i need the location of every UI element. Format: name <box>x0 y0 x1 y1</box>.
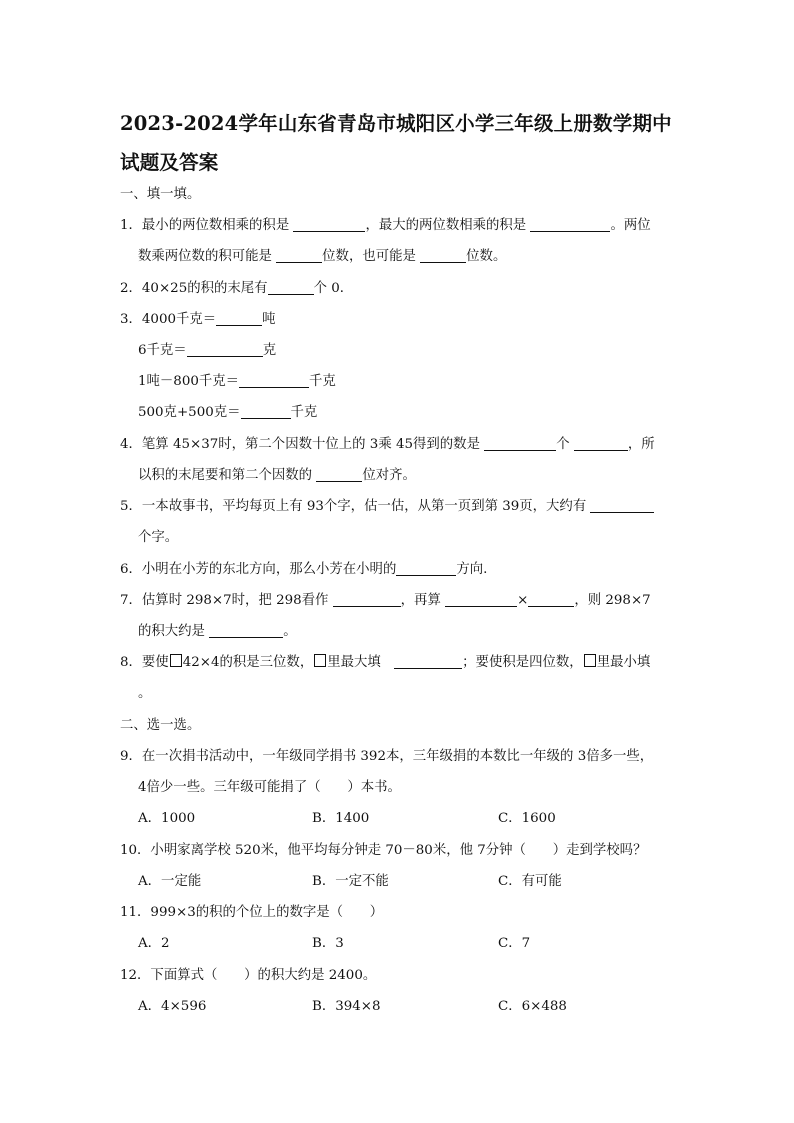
question-2: 2．40×25的积的末尾有 个 0． <box>120 281 354 296</box>
answer-blank[interactable] <box>187 343 263 357</box>
question-4-line-2: 以积的末尾要和第二个因数的 位对齐。 <box>138 468 416 483</box>
question-1-line-2: 数乘两位数的积可能是 位数，也可能是 位数。 <box>138 249 507 264</box>
answer-blank[interactable] <box>293 218 365 232</box>
question-5-line-2: 个字。 <box>138 530 179 545</box>
answer-blank[interactable] <box>209 624 283 638</box>
answer-blank[interactable] <box>574 437 628 451</box>
option-c[interactable]: C．1600 <box>498 811 556 826</box>
question-11: 11．999×3的积的个位上的数字是（ ） <box>120 905 384 920</box>
answer-blank[interactable] <box>396 562 456 576</box>
question-3-line-3: 1吨－800千克＝ 千克 <box>138 374 336 389</box>
option-b[interactable]: B．3 <box>312 936 344 951</box>
answer-blank[interactable] <box>216 312 262 326</box>
box-placeholder-icon <box>584 654 596 667</box>
option-b[interactable]: B．一定不能 <box>312 874 389 889</box>
option-a[interactable]: A．1000 <box>138 811 196 826</box>
option-a[interactable]: A．4×596 <box>138 999 207 1014</box>
question-6: 6．小明在小芳的东北方向，那么小芳在小明的 方向. <box>120 562 488 577</box>
option-a[interactable]: A．一定能 <box>138 874 202 889</box>
question-12: 12．下面算式（ ）的积大约是 2400。 <box>120 968 377 983</box>
answer-blank[interactable] <box>528 593 574 607</box>
answer-blank[interactable] <box>333 593 401 607</box>
question-7-line-1: 7．估算时 298×7时，把 298看作 ，再算 × ，则 298×7 <box>120 593 651 608</box>
option-c[interactable]: C．7 <box>498 936 531 951</box>
answer-blank[interactable] <box>276 249 322 263</box>
answer-blank[interactable] <box>445 593 517 607</box>
answer-blank[interactable] <box>590 499 654 513</box>
box-placeholder-icon <box>314 654 326 667</box>
section-heading: 一、填一填。 <box>120 187 201 202</box>
question-9-line-1: 9．在一次捐书活动中，一年级同学捐书 392本，三年级捐的本数比一年级的 3倍多一些， <box>120 749 654 764</box>
option-a[interactable]: A．2 <box>138 936 170 951</box>
question-4-line-1: 4．笔算 45×37时，第二个因数十位上的 3乘 45得到的数是 个 ，所 <box>120 437 655 452</box>
answer-blank[interactable] <box>530 218 610 232</box>
answer-blank[interactable] <box>394 655 462 669</box>
option-b[interactable]: B．1400 <box>312 811 370 826</box>
box-placeholder-icon <box>170 654 182 667</box>
question-8-line-1: 8．要使 42×4的积是三位数， 里最大填 ；要使积是四位数， 里最小填 <box>120 655 651 670</box>
section-heading: 二、选一选。 <box>120 718 201 733</box>
question-10: 10．小明家离学校 520米，他平均每分钟走 70－80米，他 7分钟（ ）走到学校吗？ <box>120 843 647 858</box>
option-c[interactable]: C．6×488 <box>498 999 567 1014</box>
question-3-line-1: 3．4000千克＝ 吨 <box>120 312 276 327</box>
answer-blank[interactable] <box>484 437 556 451</box>
question-1-line-1: 1．最小的两位数相乘的积是 ，最大的两位数相乘的积是 。两位 <box>120 218 651 233</box>
answer-blank[interactable] <box>316 468 362 482</box>
page-title: 2023-2024学年山东省青岛市城阳区小学三年级上册数学期中试题及答案 <box>120 112 672 174</box>
answer-blank[interactable] <box>420 249 466 263</box>
option-c[interactable]: C．有可能 <box>498 874 562 889</box>
option-b[interactable]: B．394×8 <box>312 999 381 1014</box>
question-7-line-2: 的积大约是 。 <box>138 624 297 639</box>
question-3-line-2: 6千克＝ 克 <box>138 343 277 358</box>
question-3-line-4: 500克+500克＝ 千克 <box>138 405 318 420</box>
answer-blank[interactable] <box>268 281 314 295</box>
question-8-line-2: 。 <box>138 686 152 701</box>
answer-blank[interactable] <box>239 374 309 388</box>
question-5-line-1: 5．一本故事书，平均每页上有 93个字，估一估，从第一页到第 39页，大约有 <box>120 498 654 516</box>
answer-blank[interactable] <box>241 405 291 419</box>
question-9-line-2: 4倍少一些。三年级可能捐了（ ）本书。 <box>138 780 401 795</box>
